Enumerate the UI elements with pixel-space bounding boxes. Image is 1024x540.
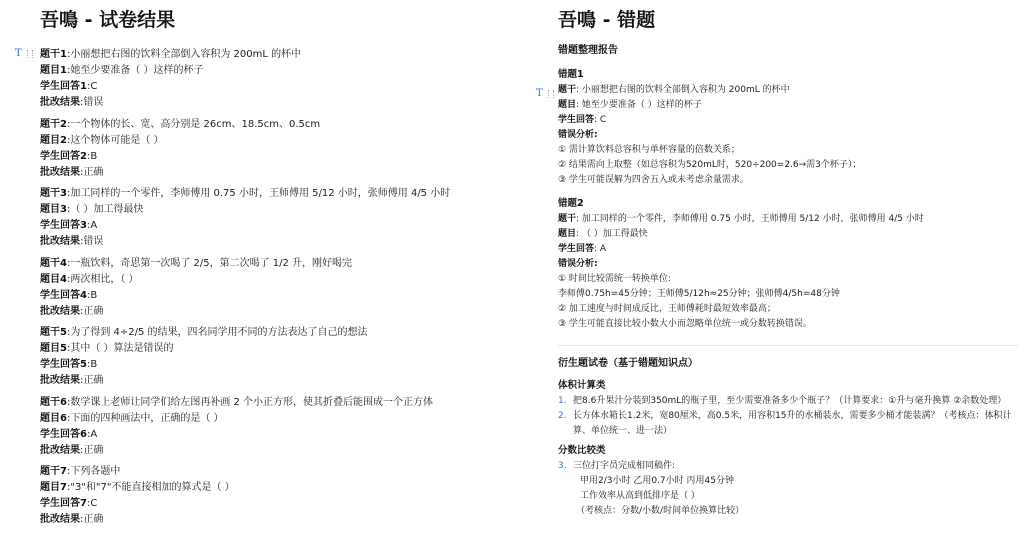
item-text: :两次相比，（ ） (66, 273, 139, 285)
result-text: :正确 (80, 166, 104, 178)
error-analysis-label: 错误分析: (558, 259, 598, 269)
result-text: :错误 (80, 97, 104, 108)
analysis-line: ③ 学生可能误解为四舍五入或未考虑余量需求。 (558, 175, 749, 185)
stem-label: 题干 (558, 214, 577, 224)
stem-label: 题干1 (40, 49, 67, 60)
list-item: 2. 长方体水箱长1.2米，宽80厘米，高0.5米，用容积15升的水桶装水，需要多少桶才能装满？（考核点：体积计 算、单位统一、进一法） (558, 411, 1012, 436)
item-text: :其中（ ）算法是错误的 (66, 343, 174, 354)
stem-text: :下列各题中 (66, 466, 121, 477)
question-stem (40, 256, 510, 272)
question-stem (40, 395, 510, 411)
stem-label: 题干2 (40, 118, 67, 130)
answer-label: 学生回答3 (40, 220, 87, 231)
item-label: 题目1 (40, 65, 67, 76)
analysis-line: ③ 学生可能直接比较小数大小而忽略单位统一或分数转换错误。 (558, 319, 812, 329)
question-item (40, 133, 510, 149)
answer-label: 学生回答 (558, 244, 595, 254)
result-label: 批改结果 (40, 305, 80, 317)
question-item (40, 202, 510, 218)
drag-handle-icon[interactable] (27, 50, 33, 58)
question-block-7 (40, 464, 510, 528)
student-answer (40, 357, 510, 373)
question-stem (40, 325, 510, 341)
list-item: 1. 把8.6升果汁分装到350mL的瓶子里，至少需要准备多少个瓶子？（计算要求：①升与毫升换算 ②余数处理） (558, 394, 1018, 409)
question-list (40, 47, 510, 534)
student-answer (40, 427, 510, 443)
result-label: 批改结果 (40, 236, 80, 247)
question-block-1 (40, 47, 510, 111)
wrong-questions-report (558, 43, 1018, 519)
student-answer (40, 496, 510, 512)
question-subline: 甲用2/3小时 乙用0.7小时 丙用45分钟 (580, 476, 734, 486)
stem-text: :一个物体的长、宽、高分别是 26cm、18.5cm、0.5cm (66, 118, 321, 130)
grading-result (40, 234, 510, 250)
item-label: 题目 (558, 229, 577, 239)
answer-text: :C (86, 498, 98, 509)
grading-result (40, 443, 510, 459)
item-label: 题目3 (40, 204, 67, 215)
wrong-question-item (558, 98, 1018, 113)
stem-label: 题干6 (40, 396, 67, 408)
answer-label: 学生回答 (558, 115, 595, 125)
question-item (40, 411, 510, 427)
answer-text: :A (86, 220, 98, 231)
question-block-3 (40, 186, 510, 250)
result-text: :正确 (80, 375, 104, 386)
answer-label: 学生回答1 (40, 81, 87, 92)
item-text: :"3"和"7"不能直接相加的算式是（ ） (66, 482, 235, 493)
item-text: :她至少要准备（ ）这样的杯子 (66, 65, 204, 76)
answer-text: :B (86, 150, 98, 162)
question-stem (40, 47, 510, 63)
answer-label: 学生回答4 (40, 289, 87, 301)
exam-results-title: 吾鳴 - 试卷结果 (40, 9, 176, 31)
question-item (40, 341, 510, 357)
grading-result (40, 512, 510, 528)
stem-text: : 小丽想把右图的饮料全部倒入容积为 200mL 的杯中 (576, 85, 790, 95)
answer-label: 学生回答2 (40, 150, 87, 162)
analysis-line: ① 需计算饮料总容积与单杯容量的倍数关系； (558, 145, 740, 155)
stem-text: :为了得到 4÷2/5 的结果，四名同学用不同的方法表达了自己的想法 (66, 327, 368, 338)
item-label: 题目5 (40, 343, 67, 354)
result-label: 批改结果 (40, 444, 80, 456)
question-item (40, 272, 510, 288)
derived-exam-heading: 衍生题试卷（基于错题知识点） (558, 358, 698, 369)
answer-text: : C (594, 115, 607, 125)
stem-label: 题干3 (40, 188, 67, 199)
section-divider (558, 345, 1018, 346)
wrong-question-2-heading: 错题2 (558, 198, 584, 209)
question-stem (40, 117, 510, 133)
stem-label: 题干4 (40, 257, 67, 269)
question-item (40, 63, 510, 79)
item-text: :（ ）加工得最快 (66, 204, 144, 215)
grading-result (40, 304, 510, 320)
fraction-section-heading: 分数比较类 (558, 445, 606, 456)
list-item: 3. 三位打字员完成相同稿件: (558, 459, 1018, 474)
item-label: 题目2 (40, 134, 67, 146)
question-stem (40, 186, 510, 202)
list-number: 2. (558, 411, 567, 421)
wrong-question-answer (558, 242, 1018, 257)
wrong-question-1-heading: 错题1 (558, 69, 584, 80)
grading-result (40, 95, 510, 111)
wrong-question-item (558, 227, 1018, 242)
stem-label: 题干7 (40, 466, 67, 477)
result-text: :错误 (80, 236, 104, 247)
wrong-question-answer (558, 113, 1018, 128)
item-label: 题目6 (40, 412, 67, 424)
stem-text: :加工同样的一个零件，李师傅用 0.75 小时，王师傅用 5/12 小时，张师傅用 4/5 小时 (66, 188, 451, 199)
question-block-5 (40, 325, 510, 389)
result-label: 批改结果 (40, 97, 80, 108)
answer-text: : A (594, 244, 607, 254)
stem-text: : 加工同样的一个零件，李师傅用 0.75 小时，王师傅用 5/12 小时，张师傅用 4/5 小时 (576, 214, 924, 224)
result-text: :正确 (80, 514, 104, 525)
student-answer (40, 149, 510, 165)
student-answer (40, 288, 510, 304)
answer-label: 学生回答7 (40, 498, 87, 509)
assessment-note: （考核点：分数/小数/时间单位换算比较） (576, 506, 745, 516)
grading-result (40, 165, 510, 181)
student-answer (40, 79, 510, 95)
question-stem (40, 464, 510, 480)
wrong-question-stem (558, 212, 1018, 227)
result-text: :正确 (80, 305, 104, 317)
item-label: 题目7 (40, 482, 67, 493)
answer-text: :C (86, 81, 98, 92)
result-text: :正确 (80, 444, 104, 456)
result-label: 批改结果 (40, 166, 80, 178)
wrong-questions-title: 吾鳴 - 错题 (558, 9, 656, 31)
item-text: :下面的四种画法中，正确的是（ ） (66, 412, 224, 424)
item-text: : 她至少要准备（ ）这样的杯子 (576, 100, 702, 110)
item-text: :这个物体可能是（ ） (66, 134, 164, 146)
question-item (40, 480, 510, 496)
list-number: 3. (558, 461, 567, 471)
question-block-6 (40, 395, 510, 459)
question-block-2 (40, 117, 510, 181)
stem-label: 题干 (558, 85, 577, 95)
answer-text: :B (86, 289, 98, 301)
grading-result (40, 373, 510, 389)
result-label: 批改结果 (40, 375, 80, 386)
stem-text: :小丽想把右图的饮料全部倒入容积为 200mL 的杯中 (66, 49, 302, 60)
report-heading: 错题整理报告 (558, 45, 618, 56)
answer-text: :B (86, 359, 98, 370)
text-format-icon[interactable]: T (536, 88, 543, 99)
text-format-icon[interactable]: T (15, 48, 22, 59)
item-text: : （ ）加工得最快 (576, 229, 648, 239)
item-label: 题目4 (40, 273, 67, 285)
analysis-line: 李师傅0.75h=45分钟；王师傅5/12h≈25分钟；张师傅4/5h=48分钟 (558, 289, 840, 299)
item-label: 题目 (558, 100, 577, 110)
stem-text: :一瓶饮料，奇思第一次喝了 2/5，第二次喝了 1/2 升，刚好喝完 (66, 257, 353, 269)
student-answer (40, 218, 510, 234)
stem-label: 题干5 (40, 327, 67, 338)
question-block-4 (40, 256, 510, 320)
drag-handle-icon[interactable] (548, 90, 554, 98)
answer-label: 学生回答6 (40, 428, 87, 440)
list-number: 1. (558, 396, 567, 406)
analysis-line: ① 时间比较需统一转换单位: (558, 274, 671, 284)
answer-label: 学生回答5 (40, 359, 87, 370)
answer-text: :A (86, 428, 98, 440)
analysis-line: ② 加工速度与时间成反比，王师傅耗时最短效率最高； (558, 304, 776, 314)
volume-section-heading: 体积计算类 (558, 380, 606, 391)
wrong-question-stem (558, 83, 1018, 98)
result-label: 批改结果 (40, 514, 80, 525)
analysis-line: ② 结果需向上取整（如总容积为520mL时，520÷200=2.6→需3个杯子）； (558, 160, 862, 170)
error-analysis-label: 错误分析: (558, 130, 598, 140)
stem-text: :数学课上老师让同学们给左图再补画 2 个小正方形，使其折叠后能围成一个正方体 (66, 396, 434, 408)
question-subline: 工作效率从高到低排序是（ ） (580, 491, 700, 501)
